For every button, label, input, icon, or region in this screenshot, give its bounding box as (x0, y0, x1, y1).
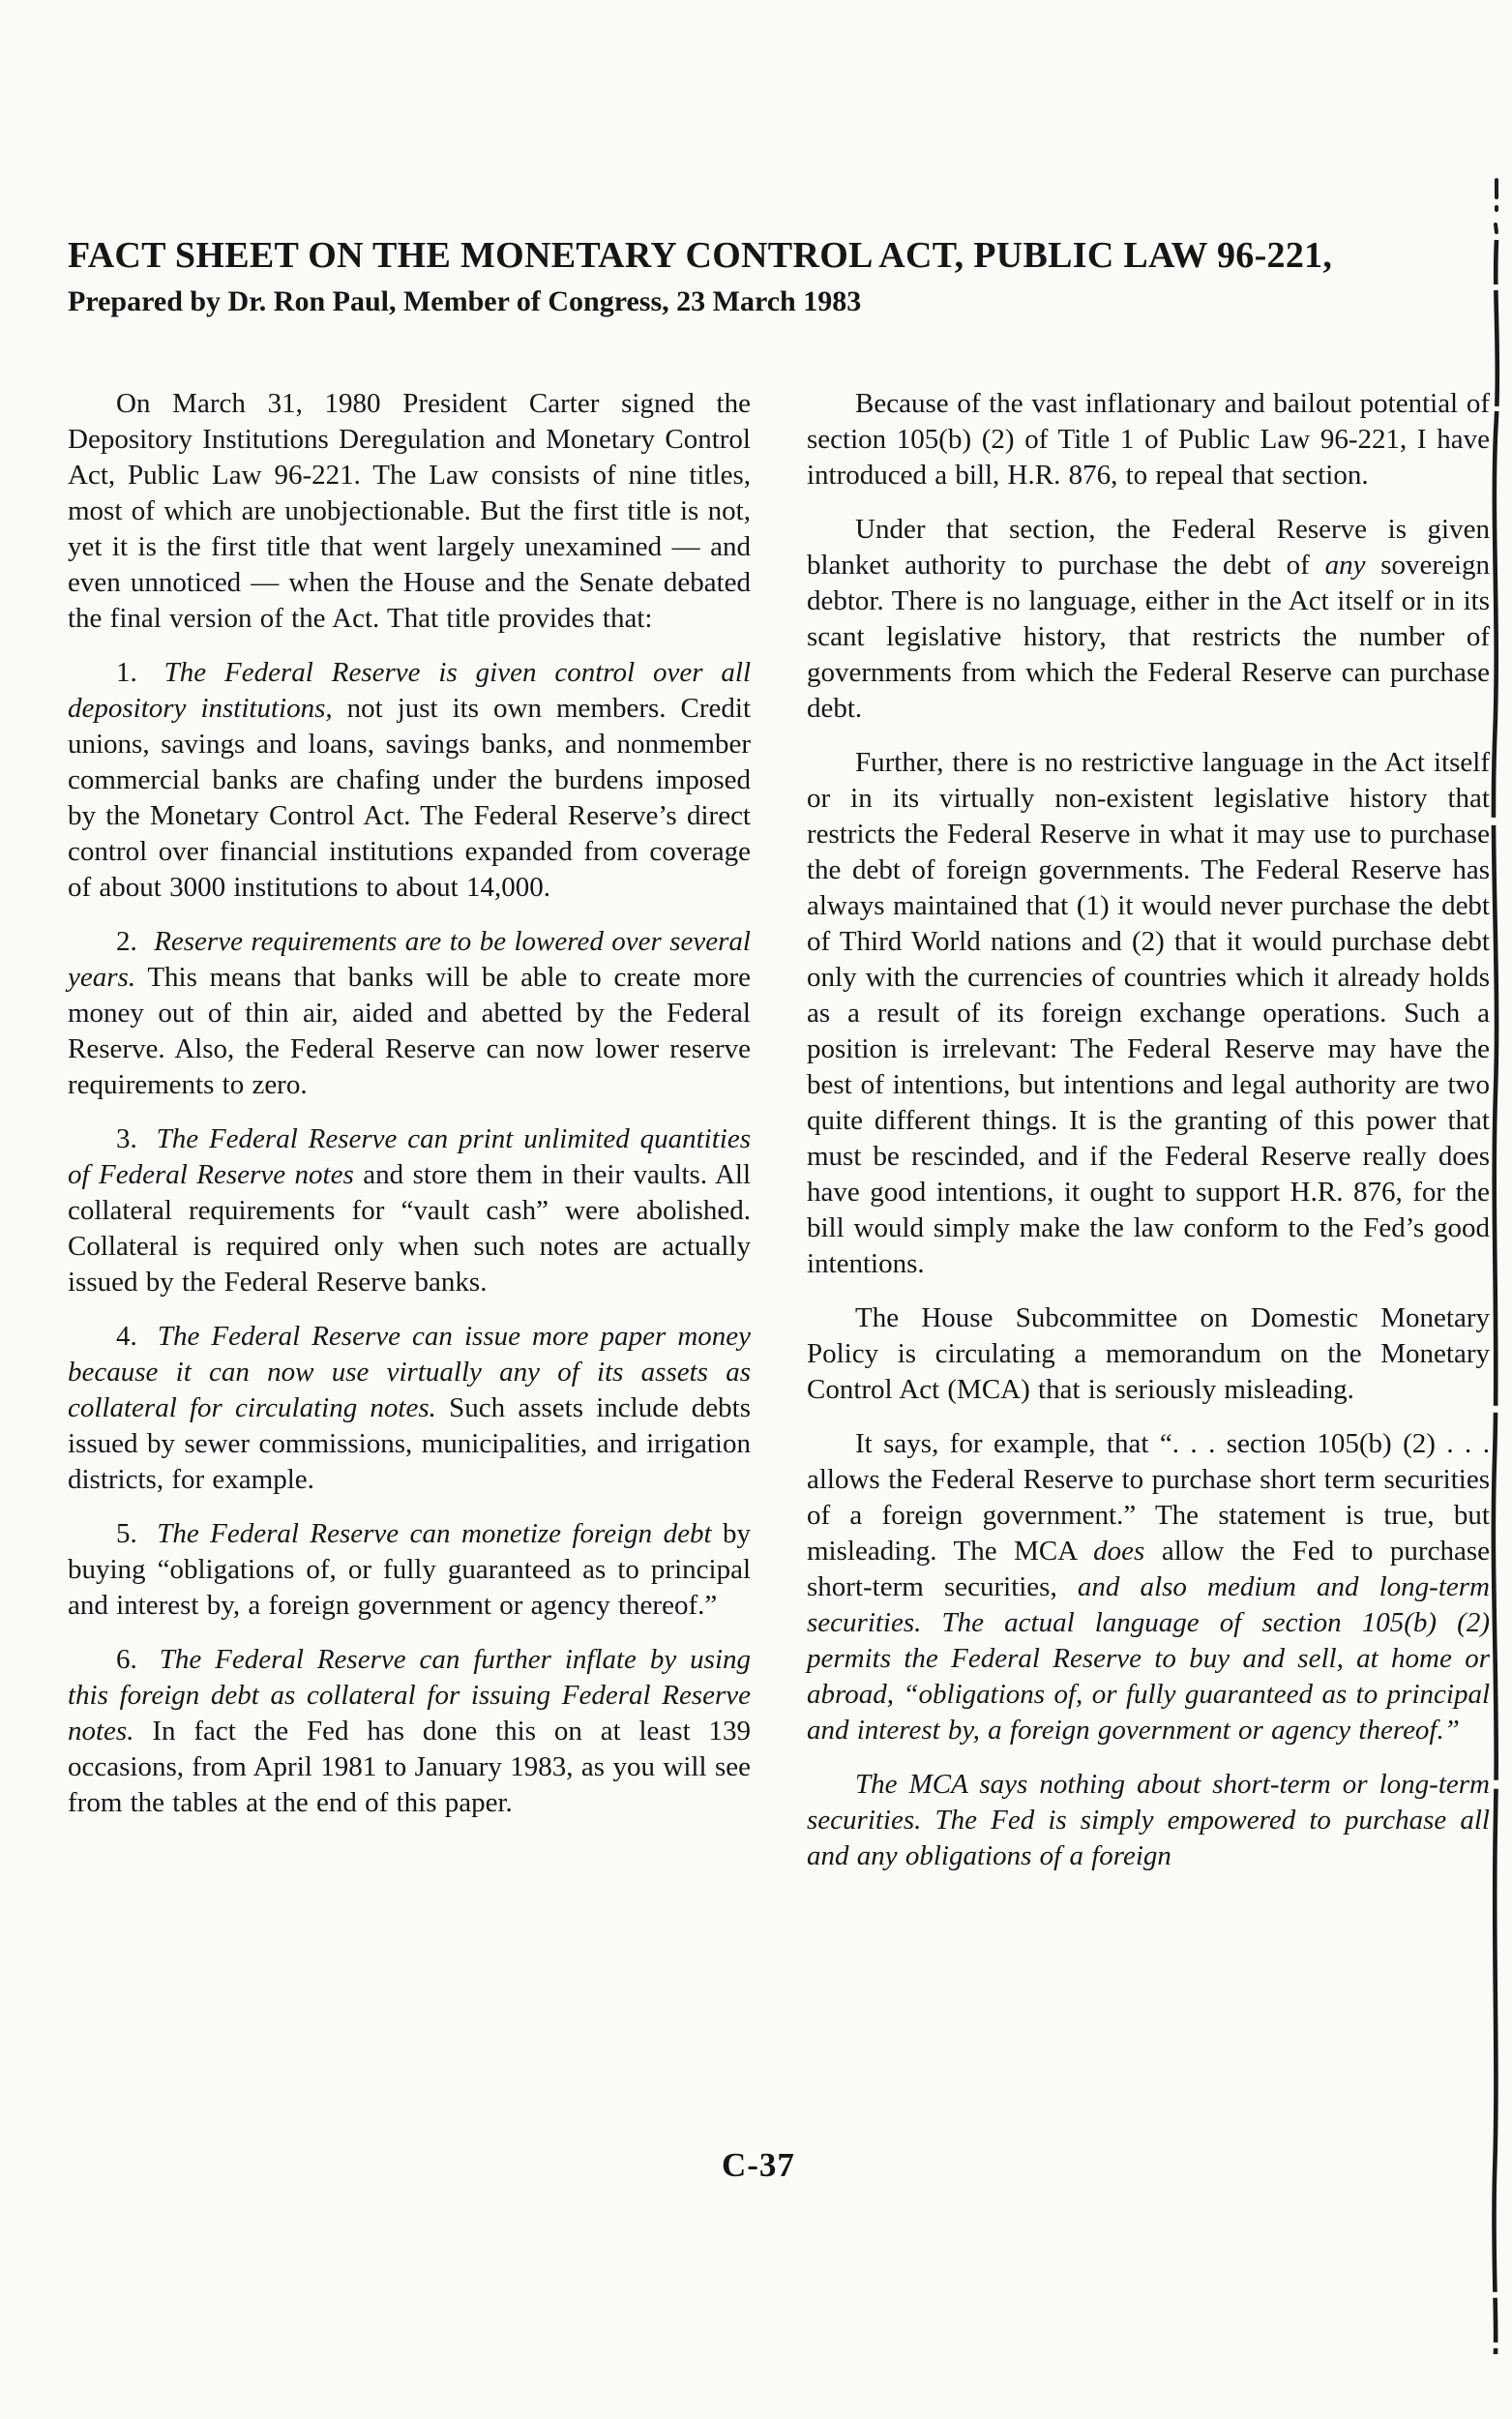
numbered-item-6 (68, 1642, 751, 1821)
item-lead-italic: The Federal Reserve can further inflate by using this foreign debt as collateral for issuing Federal Reserve notes. (68, 1644, 751, 1747)
numbered-item-5 (68, 1516, 751, 1624)
two-column-body (68, 386, 1490, 1893)
item-number: 6. (116, 1644, 137, 1675)
numbered-item-4 (68, 1319, 751, 1498)
right-paragraph-4: The House Subcommittee on Domestic Monetary Policy is circulating a memorandum on the Monetary Control Act (MCA) that is seriously misleading. (807, 1302, 1490, 1405)
right-paragraph-5 (807, 1426, 1490, 1748)
segment-italic: any (1324, 550, 1366, 581)
numbered-item-3 (68, 1121, 751, 1300)
item-lead-italic: The Federal Reserve can print unlimited quantities of Federal Reserve notes (68, 1123, 751, 1190)
document-header (68, 234, 1490, 318)
segment: Under that section, the Federal Reserve is given blanket authority to purchase the debt of (807, 514, 1490, 581)
left-column (68, 386, 751, 1893)
right-paragraph-1: Because of the vast inflationary and bailout potential of section 105(b) (2) of Title 1 of Public Law 96-221, I have introduced a bill, H.R. 876, to repeal that section. (807, 388, 1490, 491)
item-number: 1. (116, 657, 137, 688)
segment: sovereign debtor. There is no language, either in the Act itself or in its scant legislative history, that restricts the number of governments from which the Federal Reserve can purchase debt. (807, 550, 1491, 724)
numbered-item-1 (68, 655, 751, 906)
document-subtitle: Prepared by Dr. Ron Paul, Member of Congress, 23 March 1983 (68, 285, 862, 317)
segment: It says, for example, that “. . . section 105(b) (2) . . . allows the Federal Reserve to purchase short term securities of a foreign government.” The statement is true, but misleading. The MCA (807, 1428, 1490, 1567)
item-rest: This means that banks will be able to create more money out of thin air, aided and abetted by the Federal Reserve. Also, the Federal Reserve can now lower reserve requirements to zero. (68, 962, 751, 1100)
item-lead-italic: Reserve requirements are to be lowered over several years. (68, 926, 751, 993)
right-column (807, 386, 1490, 1893)
item-rest: In fact the Fed has done this on at least 139 occasions, from April 1981 to January 1983, as you will see from the tables at the end of this paper. (68, 1716, 752, 1818)
scan-edge-artifact (1478, 124, 1509, 2378)
item-number: 2. (116, 926, 137, 957)
right-paragraph-6: The MCA says nothing about short-term or long-term securities. The Fed is simply empowered to purchase all and any obligations of a foreign (807, 1769, 1490, 1871)
item-rest: by buying “obligations of, or fully guaranteed as to principal and interest by, a foreign government or agency thereof.” (68, 1518, 752, 1621)
segment-italic: and also medium and long-term securities. The actual language of section 105(b) (2) permits the Federal Reserve to buy and sell, at home or abroad, “obligations of, or fully guaranteed as to principal and interest by, a foreign government or agency thereof.” (807, 1571, 1490, 1746)
page-number: C-37 (722, 2146, 795, 2184)
right-paragraph-2 (807, 512, 1490, 727)
numbered-item-2 (68, 924, 751, 1103)
item-number: 3. (116, 1123, 137, 1154)
paragraph-intro: On March 31, 1980 President Carter signed the Depository Institutions Deregulation and Monetary Control Act, Public Law 96-221. The Law consists of nine titles, most of which are unobjectionable. But the first title is not, yet it is the first title that went largely unexamined — and even unnoticed — when the House and the Senate debated the final version of the Act. That title provides that: (68, 388, 751, 634)
item-rest: Such assets include debts issued by sewer commissions, municipalities, and irrigation districts, for example. (68, 1392, 752, 1495)
segment-italic: does (1093, 1536, 1145, 1567)
item-lead-italic: The Federal Reserve can issue more paper money because it can now use virtually any of its assets as collateral for circulating notes. (68, 1321, 752, 1423)
item-rest: not just its own members. Credit unions, savings and loans, savings banks, and nonmember commercial banks are chafing under the burdens imposed by the Monetary Control Act. The Federal Reserve’s direct control over financial institutions expanded from coverage of about 3000 institutions to about 14,000. (68, 693, 752, 903)
item-lead-italic: The Federal Reserve is given control over all depository institutions, (68, 657, 751, 724)
item-lead-italic: The Federal Reserve can monetize foreign debt (157, 1518, 712, 1549)
document-title: FACT SHEET ON THE MONETARY CONTROL ACT, PUBLIC LAW 96-221, (68, 235, 1333, 276)
segment: allow the Fed to purchase short-term securities, (807, 1536, 1490, 1602)
item-rest: and store them in their vaults. All collateral requirements for “vault cash” were abolished. Collateral is required only when such notes are actually issued by the Federal Reserve banks. (68, 1159, 751, 1298)
item-number: 5. (116, 1518, 137, 1549)
item-number: 4. (116, 1321, 137, 1352)
right-paragraph-3: Further, there is no restrictive language in the Act itself or in its virtually non-existent legislative history that restricts the Federal Reserve in what it may use to purchase the debt of foreign governments. The Federal Reserve has always maintained that (1) it would never purchase the debt of Third World nations and (2) that it would purchase debt only with the currencies of countries which it already holds as a result of its foreign exchange operations. Such a position is irrelevant: The Federal Reserve may have the best of intentions, but intentions and legal authority are two quite different things. It is the granting of this power that must be rescinded, and if the Federal Reserve really does have good intentions, it ought to support H.R. 876, for the bill would simply make the law conform to the Fed’s good intentions. (807, 747, 1490, 1279)
